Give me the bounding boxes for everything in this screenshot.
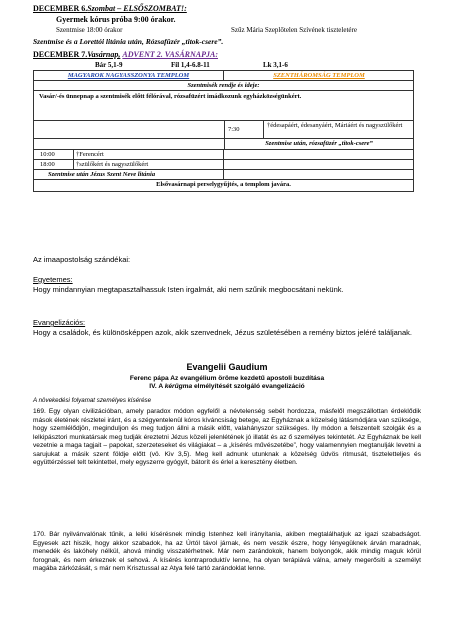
general-intention-text: Hogy mindannyian megtapasztalhassuk Isten irgalmát, aki nem szűnik megbocsátani nekünk. bbox=[33, 285, 344, 294]
after-mass-note: Szentmise után, rózsafüzér „titok-csere” bbox=[265, 140, 373, 147]
intentions-intro: Az imaapostolság szándékai: bbox=[33, 255, 131, 264]
dec6-day: Szombat – ELSŐSZOMBAT!: bbox=[87, 4, 187, 13]
intention-1800: †szülőkért és nagyszülőkért bbox=[76, 160, 224, 169]
intention-730: †édesapáért, édesanyáért, Máriáért és nagyszülőkért bbox=[267, 122, 403, 129]
eg-paragraph-169: 169. Egy olyan civilizációban, amely paradox módon egyfelől a névtelenség sebét hordozza, másfelől megszállottan érdeklődik mások életének részletei iránt, és a szégyentelenül kóros kíváncsiság betege, az Egyháznak a közelség látásmódjára van szüksége, hogy szemlélődjön, meginduljon és meg tudjon állni a másik előtt, valahányszor szükséges. Ily módon a felszentelt szolgák és a lelkipásztori munkatársak meg tudják éreztetni Jézus közeli jelenlétének jó illatát és az ő személyes tekintetét. Az Egyháznak be kell vezetnie a maga tagjait – papokat, szerzeteseket és világiakat – a „kísérés művészetébe”, hogy valamennyien megtanulják levetni a sarujukat a másik szent földje előtt (vö. Kiv 3,5). Meg kell adnunk utunknak a közelség üdvös ritmusát, tiszteletteljes és együttérzéssel telt tekintettel, mely egyszerre gyógyít, bátorít és érlel a keresztény életben. bbox=[33, 408, 421, 467]
eg-chapter-suffix: elmélyítését szolgáló evangelizáció bbox=[192, 383, 305, 390]
time-1800: 18:00 bbox=[34, 160, 74, 169]
mass-schedule-table bbox=[33, 70, 414, 192]
dec6-mass-time: Szentmise 18:00 órakor bbox=[56, 26, 123, 34]
general-intention-label: Egyetemes: bbox=[33, 275, 73, 284]
reading-gospel: Lk 3,1-6 bbox=[263, 61, 288, 69]
choir-rehearsal: Gyermek kórus próba 9:00 órakor. bbox=[56, 15, 176, 24]
time-730: 7:30 bbox=[224, 121, 264, 138]
eg-chapter-prefix: IV. A bbox=[149, 383, 165, 390]
dec6-mass-intention: Szűz Mária Szeplőtelen Szívének tiszteletére bbox=[231, 26, 357, 34]
dec7-heading bbox=[33, 50, 218, 59]
church-left-name: MAGYAROK NAGYASSZONYA TEMPLOM bbox=[34, 71, 224, 80]
rosary-note: Vasár/-és ünnepnap a szentmisék előtt félórával, rózsafüzért imádkozunk egyházközségünkért. bbox=[39, 93, 302, 100]
church-right-name: SZENTHÁROMSÁG TEMPLOM bbox=[273, 72, 365, 79]
table-row bbox=[34, 71, 413, 81]
reading-first: Bár 5,1-9 bbox=[95, 61, 123, 69]
table-row bbox=[34, 160, 413, 170]
time-1000: 10:00 bbox=[34, 150, 74, 159]
eg-chapter bbox=[33, 382, 421, 391]
eg-paragraph-170: 170. Bár nyilvánvalónak tűnik, a lelki kísérésnek mindig Istenhez kell irányítania, akiben megtalálhatjuk az igazi szabadságot. Egyesek azt hiszik, hogy akkor szabadok, ha az Úrtól távol járnak, és nem veszik észre, hogy lényegüknek árván maradnak, menedék és lakóhely nélkül, ahová mindig visszatérhetnek. Már nem zarándokok, hanem bolyongók, akik mindig maguk körül forognak, és nem érkeznek el sehová. A kísérés kontraproduktív lenne, ha olyan terápiává válna, amely megerősíti a személyt magába zárkózását, s már nem Krisztussal az Atya felé tartó zarándoklat lenne. bbox=[33, 531, 421, 573]
table-row bbox=[34, 180, 413, 191]
eg-section-heading: A növekedési folyamat személyes kísérése bbox=[33, 397, 152, 404]
reading-second: Fil 1,4-6.8-11 bbox=[171, 61, 210, 69]
dec6-date: DECEMBER 6. bbox=[33, 4, 88, 13]
table-row bbox=[34, 121, 413, 139]
dec6-litany: Szentmise és a Lorettói litánia után, Rózsafüzér „titok-csere”. bbox=[33, 37, 224, 46]
dec7-advent: ADVENT 2. VASÁRNAPJA: bbox=[122, 50, 219, 59]
dec7-day: Vasárnap, bbox=[87, 50, 121, 59]
table-row bbox=[34, 91, 413, 121]
intention-1000: †Ferencért bbox=[76, 150, 224, 159]
table-row bbox=[34, 170, 413, 180]
evangel-intention-text: Hogy a családok, és különösképpen azok, akik szenvednek, Jézus születésében a remény biztos jeléré találjanak. bbox=[33, 328, 412, 337]
collection-note: Elsővasárnapi perselygyűjtés, a templom javára. bbox=[156, 181, 291, 188]
table-row bbox=[34, 139, 413, 150]
table-row bbox=[34, 81, 413, 91]
eg-subtitle: Ferenc pápa Az evangélium öröme kezdetű apostoli buzdítása bbox=[129, 375, 325, 382]
order-header: Szentmisék rendje és ideje: bbox=[187, 82, 260, 89]
eg-title: Evangelii Gaudium bbox=[186, 362, 268, 372]
dec6-heading bbox=[33, 4, 187, 13]
holy-name-litany: Szentmise után Jézus Szent Neve litánia bbox=[34, 170, 224, 179]
table-row bbox=[34, 150, 413, 160]
eg-chapter-italic: kérügma bbox=[164, 383, 193, 390]
dec6-mass-line bbox=[56, 26, 416, 34]
dec7-date: DECEMBER 7. bbox=[33, 50, 88, 59]
evangel-intention-label: Evangelizációs: bbox=[33, 318, 86, 327]
